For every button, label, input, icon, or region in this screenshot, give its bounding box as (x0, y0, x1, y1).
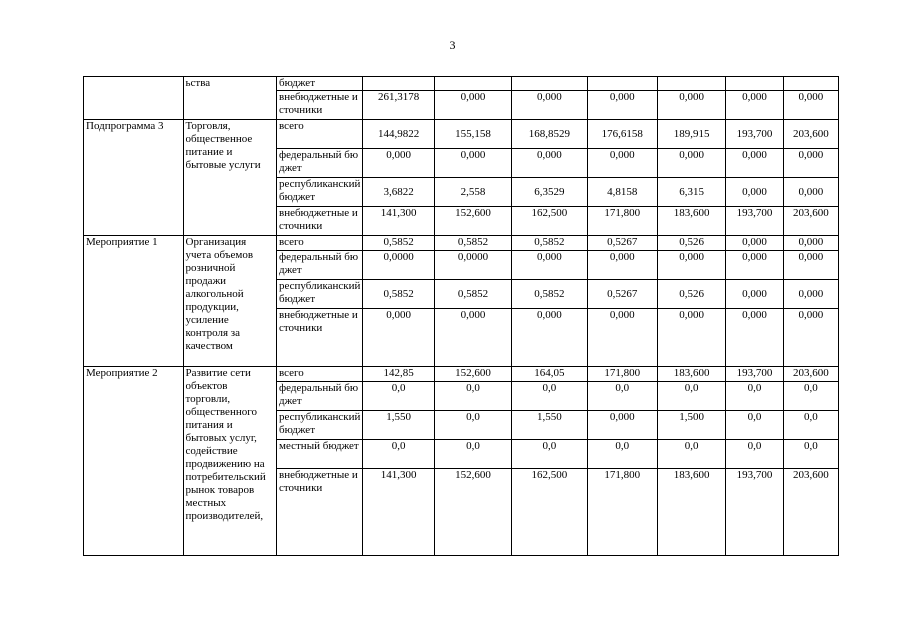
amount-cell: 203,600 (783, 207, 838, 236)
funding-source: федеральный бюджет (277, 251, 363, 280)
amount-cell: 0,0 (363, 440, 434, 469)
amount-cell: 261,3178 (363, 91, 434, 120)
amount-cell (726, 77, 783, 91)
program-label: Мероприятие 1 (84, 236, 184, 367)
amount-cell: 171,800 (587, 469, 657, 556)
amount-cell: 0,000 (657, 309, 725, 367)
amount-cell: 0,0 (783, 411, 838, 440)
amount-cell: 0,000 (512, 251, 587, 280)
amount-cell: 183,600 (657, 367, 725, 382)
amount-cell: 0,000 (587, 309, 657, 367)
amount-cell: 162,500 (512, 207, 587, 236)
amount-cell: 0,526 (657, 236, 725, 251)
funding-source: внебюджетные источники (277, 207, 363, 236)
amount-cell: 144,9822 (363, 120, 434, 149)
funding-source: внебюджетные источники (277, 469, 363, 556)
program-name: ьства (183, 77, 276, 120)
amount-cell: 141,300 (363, 469, 434, 556)
amount-cell: 0,5852 (434, 236, 511, 251)
amount-cell: 0,526 (657, 280, 725, 309)
amount-cell: 193,700 (726, 367, 783, 382)
amount-cell: 1,550 (512, 411, 587, 440)
amount-cell (512, 77, 587, 91)
amount-cell: 0,5852 (512, 280, 587, 309)
amount-cell: 0,0 (512, 382, 587, 411)
amount-cell: 0,000 (783, 309, 838, 367)
amount-cell: 0,000 (783, 149, 838, 178)
amount-cell: 0,000 (657, 91, 725, 120)
amount-cell: 0,5852 (512, 236, 587, 251)
amount-cell: 183,600 (657, 207, 725, 236)
amount-cell: 203,600 (783, 469, 838, 556)
amount-cell: 0,5852 (363, 236, 434, 251)
amount-cell: 0,0 (726, 440, 783, 469)
amount-cell: 0,000 (434, 309, 511, 367)
amount-cell: 0,0 (657, 440, 725, 469)
amount-cell: 0,000 (783, 91, 838, 120)
funding-source: всего (277, 367, 363, 382)
amount-cell: 0,0000 (434, 251, 511, 280)
amount-cell: 0,000 (783, 280, 838, 309)
amount-cell: 0,000 (587, 251, 657, 280)
amount-cell: 0,000 (512, 309, 587, 367)
page-number: 3 (449, 38, 456, 52)
amount-cell: 0,0 (434, 440, 511, 469)
amount-cell: 0,000 (587, 91, 657, 120)
amount-cell: 0,000 (657, 149, 725, 178)
amount-cell: 0,5267 (587, 280, 657, 309)
table-row (84, 367, 839, 382)
amount-cell: 189,915 (657, 120, 725, 149)
amount-cell: 6,315 (657, 178, 725, 207)
amount-cell: 0,0 (434, 382, 511, 411)
amount-cell: 0,000 (363, 309, 434, 367)
amount-cell: 0,000 (726, 149, 783, 178)
program-label (84, 77, 184, 120)
amount-cell: 152,600 (434, 469, 511, 556)
amount-cell: 0,0 (512, 440, 587, 469)
amount-cell (657, 77, 725, 91)
funding-source: республиканский бюджет (277, 411, 363, 440)
amount-cell: 0,000 (434, 91, 511, 120)
amount-cell: 0,0000 (363, 251, 434, 280)
amount-cell: 1,500 (657, 411, 725, 440)
amount-cell: 0,5267 (587, 236, 657, 251)
amount-cell: 1,550 (363, 411, 434, 440)
funding-source: бюджет (277, 77, 363, 91)
amount-cell: 0,000 (726, 91, 783, 120)
amount-cell: 0,000 (363, 149, 434, 178)
amount-cell: 164,05 (512, 367, 587, 382)
amount-cell: 0,000 (783, 236, 838, 251)
amount-cell: 155,158 (434, 120, 511, 149)
program-name: Развитие сети объектов торговли, общественного питания и бытовых услуг, содействие продвижению на потребительский рынок товаров местных производителей, (183, 367, 276, 556)
amount-cell: 0,000 (726, 236, 783, 251)
funding-source: республиканский бюджет (277, 178, 363, 207)
amount-cell: 168,8529 (512, 120, 587, 149)
budget-table (83, 76, 839, 556)
amount-cell: 162,500 (512, 469, 587, 556)
amount-cell: 0,0 (587, 440, 657, 469)
program-name: Торговля, общественное питание и бытовые услуги (183, 120, 276, 236)
amount-cell: 0,000 (434, 149, 511, 178)
amount-cell: 142,85 (363, 367, 434, 382)
program-label: Подпрограмма 3 (84, 120, 184, 236)
table-row (84, 120, 839, 149)
program-label: Мероприятие 2 (84, 367, 184, 556)
funding-source: внебюджетные источники (277, 309, 363, 367)
amount-cell: 6,3529 (512, 178, 587, 207)
amount-cell: 0,000 (587, 411, 657, 440)
amount-cell: 0,000 (726, 309, 783, 367)
amount-cell: 0,0 (363, 382, 434, 411)
funding-source: федеральный бюджет (277, 149, 363, 178)
amount-cell: 0,000 (657, 251, 725, 280)
amount-cell: 203,600 (783, 367, 838, 382)
amount-cell: 0,000 (726, 178, 783, 207)
amount-cell: 0,5852 (363, 280, 434, 309)
amount-cell: 0,5852 (434, 280, 511, 309)
amount-cell: 176,6158 (587, 120, 657, 149)
amount-cell: 0,0 (587, 382, 657, 411)
amount-cell: 171,800 (587, 367, 657, 382)
amount-cell (783, 77, 838, 91)
amount-cell: 152,600 (434, 207, 511, 236)
amount-cell: 0,000 (726, 280, 783, 309)
amount-cell: 183,600 (657, 469, 725, 556)
amount-cell: 0,0 (783, 440, 838, 469)
funding-source: местный бюджет (277, 440, 363, 469)
amount-cell: 0,0 (783, 382, 838, 411)
amount-cell (434, 77, 511, 91)
amount-cell: 0,000 (512, 91, 587, 120)
amount-cell: 0,0 (657, 382, 725, 411)
amount-cell: 0,0 (726, 382, 783, 411)
amount-cell: 171,800 (587, 207, 657, 236)
amount-cell: 2,558 (434, 178, 511, 207)
amount-cell: 0,000 (587, 149, 657, 178)
funding-source: всего (277, 236, 363, 251)
amount-cell: 193,700 (726, 469, 783, 556)
amount-cell: 0,0 (726, 411, 783, 440)
table-row (84, 77, 839, 91)
amount-cell (587, 77, 657, 91)
table-row (84, 236, 839, 251)
amount-cell: 0,000 (783, 251, 838, 280)
funding-source: федеральный бюджет (277, 382, 363, 411)
amount-cell: 0,000 (726, 251, 783, 280)
amount-cell: 0,000 (512, 149, 587, 178)
funding-source: внебюджетные источники (277, 91, 363, 120)
amount-cell (363, 77, 434, 91)
amount-cell: 0,0 (434, 411, 511, 440)
amount-cell: 203,600 (783, 120, 838, 149)
funding-source: республиканский бюджет (277, 280, 363, 309)
amount-cell: 4,8158 (587, 178, 657, 207)
amount-cell: 141,300 (363, 207, 434, 236)
amount-cell: 193,700 (726, 120, 783, 149)
amount-cell: 3,6822 (363, 178, 434, 207)
amount-cell: 152,600 (434, 367, 511, 382)
funding-source: всего (277, 120, 363, 149)
amount-cell: 0,000 (783, 178, 838, 207)
amount-cell: 193,700 (726, 207, 783, 236)
program-name: Организация учета объемов розничной продажи алкогольной продукции, усиление контроля за качеством (183, 236, 276, 367)
